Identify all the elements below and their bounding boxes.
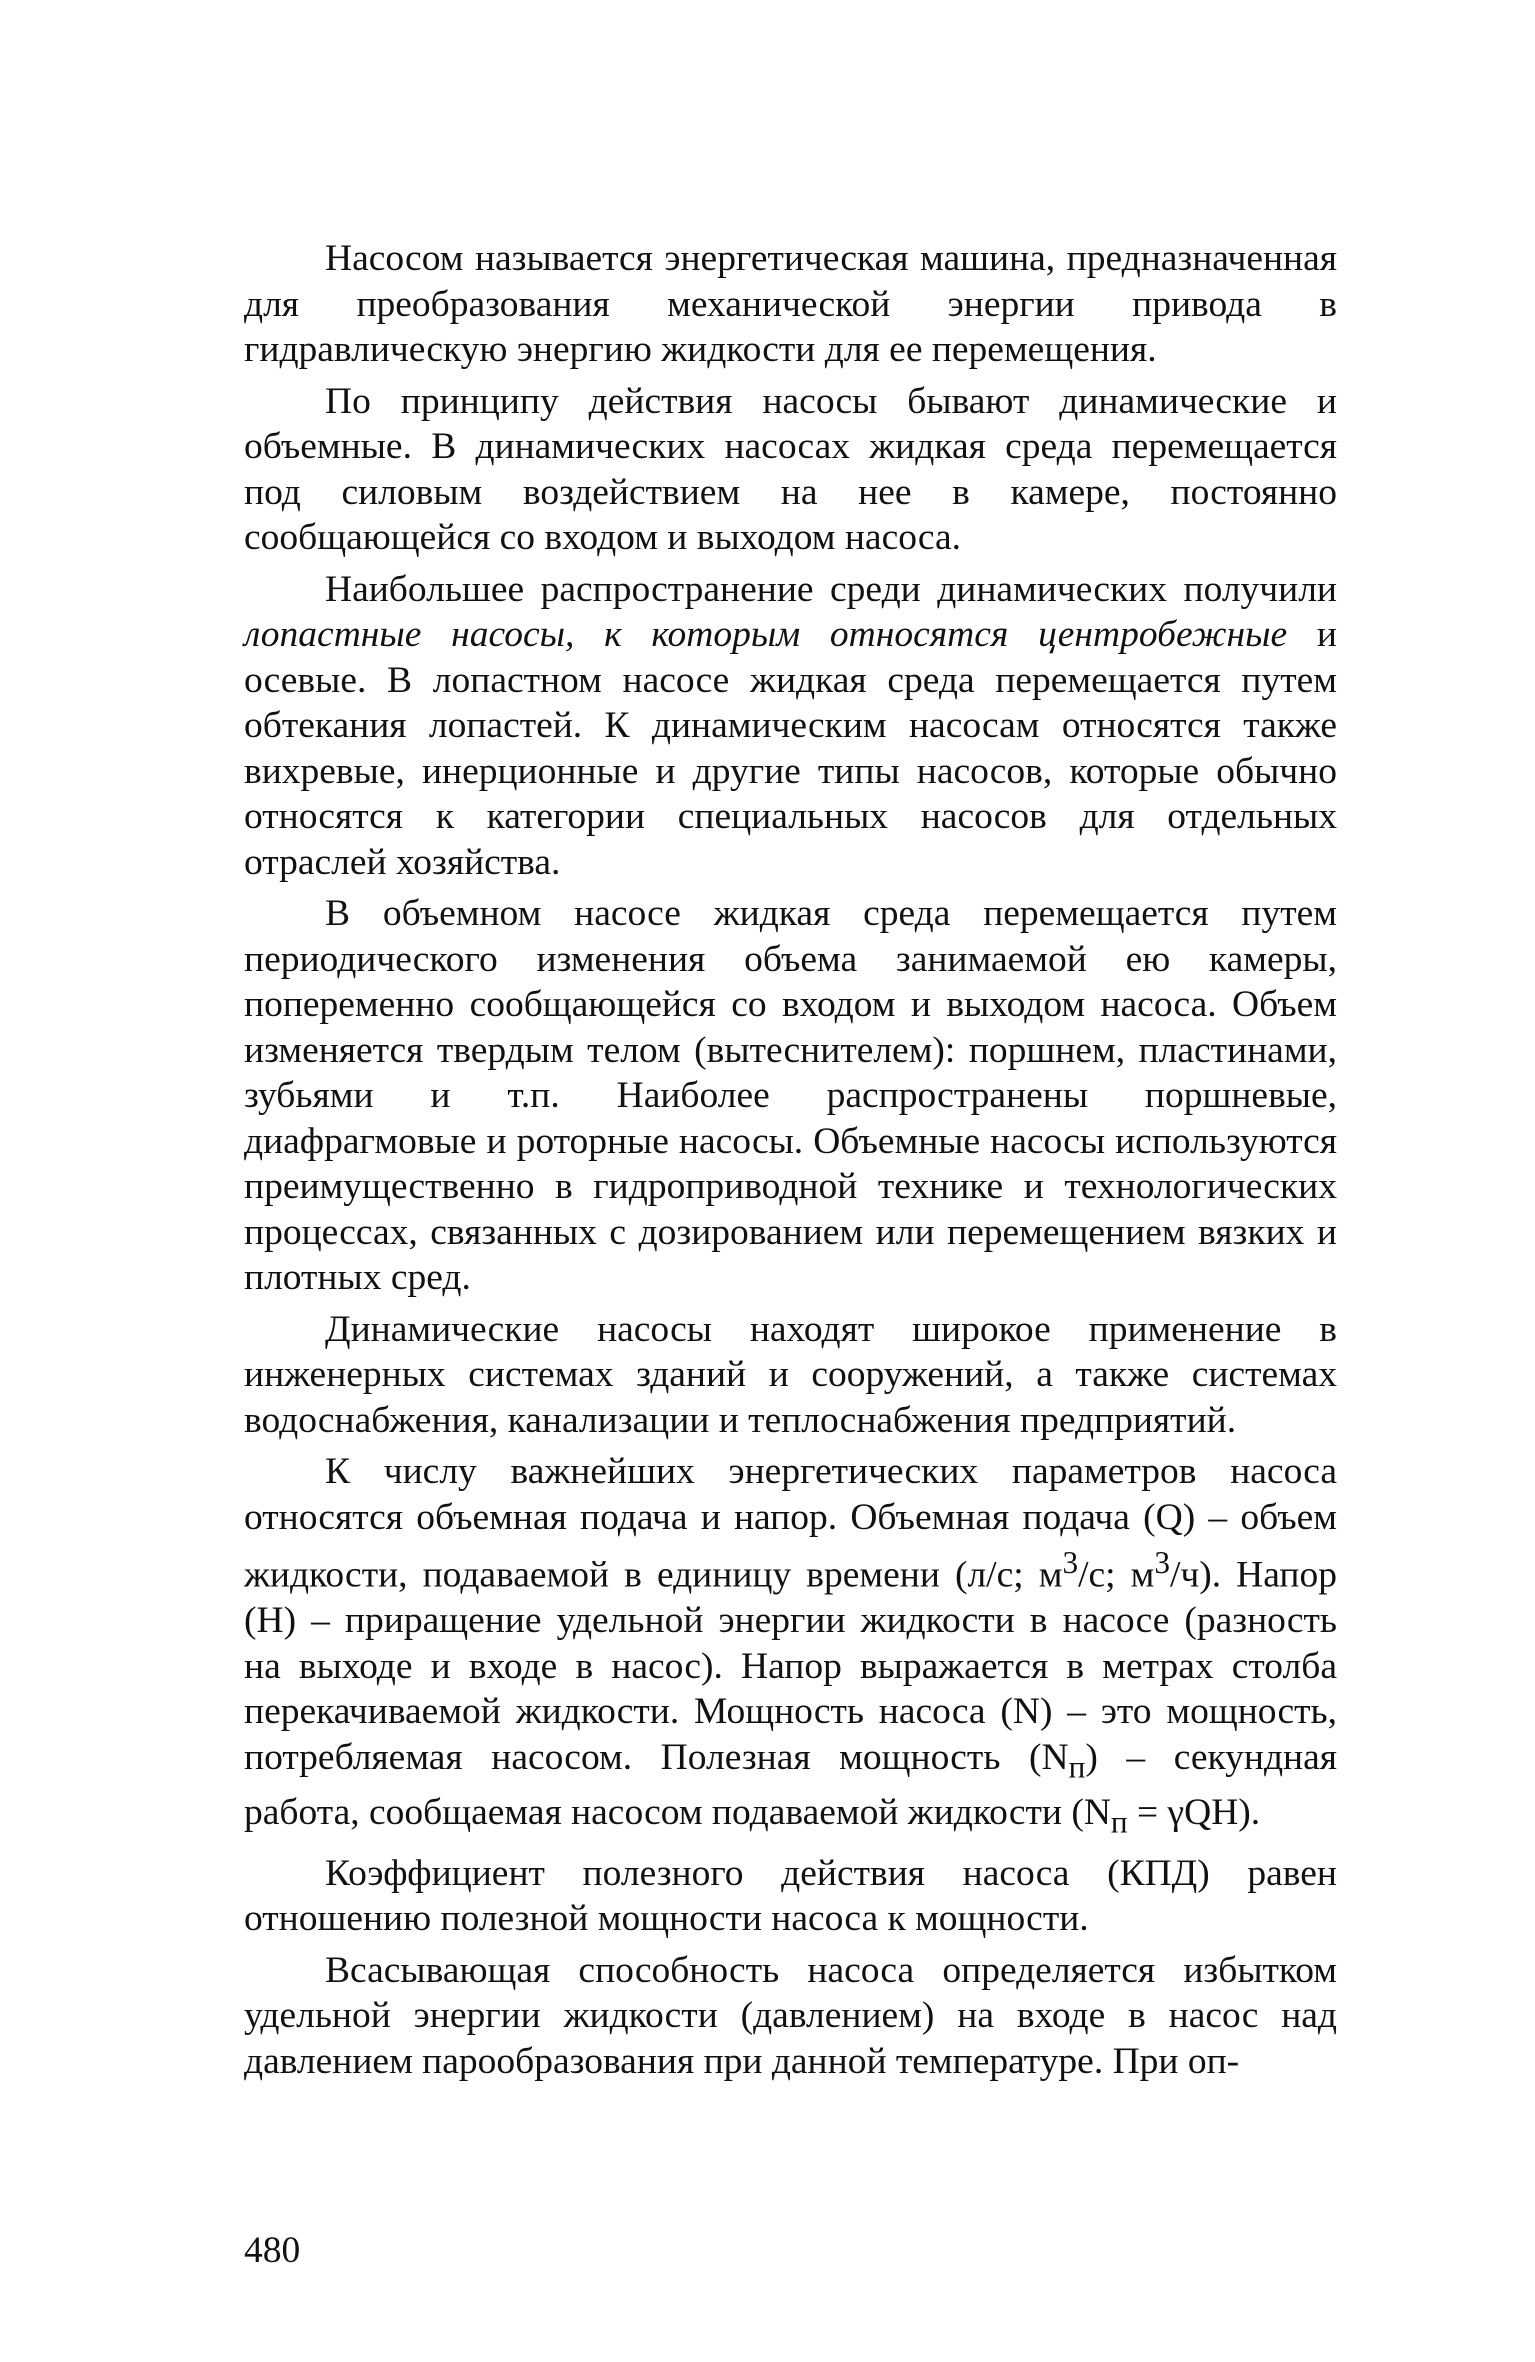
paragraph-vane-pumps-lead: Наибольшее распространение среди динамических получили <box>325 568 1337 610</box>
page-number: 480 <box>244 2230 301 2271</box>
energy-parameters-text-1: К числу важнейших энергетических параметров насоса относятся объемная подача и напор. Объемная подача (Q) – объем жидкости, подаваемой в единицу времени (л/с; м <box>244 1451 1337 1596</box>
page-body <box>244 236 1337 2090</box>
paragraph-vane-pumps <box>244 567 1337 886</box>
energy-parameters-sup-1: 3 <box>1062 1545 1079 1580</box>
paragraph-vane-pumps-rest: и осевые. В лопастном насосе жидкая среда перемещается путем обтекания лопастей. К динамическим насосам относятся также вихревые, инерционные и другие типы насосов, которые обычно относятся к категории специальных насосов для отдельных отраслей хозяйства. <box>244 614 1337 883</box>
paragraph-volumetric-pumps: В объемном насосе жидкая среда перемещается путем периодического изменения объема занимаемой ею камеры, попеременно сообщающейся со входом и выходом насоса. Объем изменяется твердым телом (вытеснителем): поршнем, пластинами, зубьями и т.п. Наиболее распространены поршневые, диафрагмовые и роторные насосы. Объемные насосы используются преимущественно в гидроприводной технике и технологических процессах, связанных с дозированием или перемещением вязких и плотных сред. <box>244 893 1337 1298</box>
paragraph-operating-principle: По принципу действия насосы бывают динамические и объемные. В динамических насосах жидкая среда перемещается под силовым воздействием на нее в камере, постоянно сообщающейся со входом и выходом насоса. <box>244 380 1337 558</box>
energy-parameters-sup-2: 3 <box>1154 1545 1170 1580</box>
paragraph-vane-pumps-italic: лопастные насосы, к которым относятся центробежные <box>244 614 1288 655</box>
energy-parameters-sub-1: п <box>1068 1749 1086 1784</box>
energy-parameters-sub-2: п <box>1110 1804 1128 1839</box>
energy-parameters-text-2: /с; м <box>1078 1554 1155 1596</box>
paragraph-dynamic-applications: Динамические насосы находят широкое применение в инженерных системах зданий и сооружений, а также системах водоснабжения, канализации и теплоснабжения предприятий. <box>244 1308 1337 1441</box>
energy-parameters-text-3: /ч). Напор (H) – приращение удельной энергии жидкости в насосе (разность на выходе и входе в насос). Напор выражается в метрах столба перекачиваемой жидкости. Мощность насоса (N) – это мощность, потребляемая насосом. Полезная мощность (N <box>244 1554 1337 1778</box>
paragraph-energy-parameters <box>244 1449 1337 1845</box>
paragraph-efficiency: Коэффициент полезного действия насоса (КПД) равен отношению полезной мощности насоса к мощности. <box>244 1852 1337 1939</box>
energy-parameters-text-4: ) – секундная работа, сообщаемая насосом подаваемой жидкости (N <box>244 1736 1338 1833</box>
paragraph-suction-capacity: Всасывающая способность насоса определяется избытком удельной энергии жидкости (давлением) на входе в насос над давлением парообразования при данной температуре. При оп- <box>244 1949 1337 2082</box>
energy-parameters-text-5: = γQH). <box>1127 1791 1261 1833</box>
paragraph-pump-definition: Насосом называется энергетическая машина, предназначенная для преобразования механической энергии привода в гидравлическую энергию жидкости для ее перемещения. <box>244 238 1337 370</box>
